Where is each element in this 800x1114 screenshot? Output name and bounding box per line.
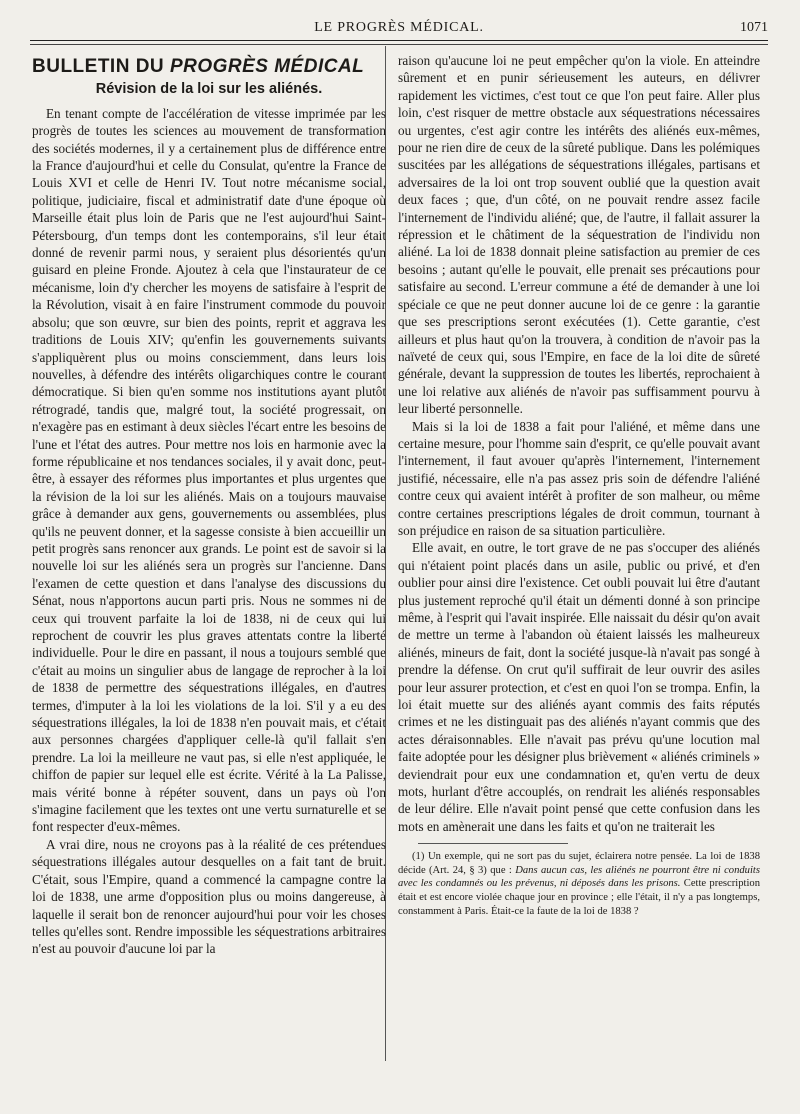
paragraph: Elle avait, en outre, le tort grave de ne pas s'occuper des aliénés qui n'étaient point placés dans un asile, public ou privé, et d'en oublier pour ainsi dire l'existence. Cet oubli pouvait lui être d'autant plus justement reproché qu'il était un démenti donné à son principe même, à l'esprit qui l'avait inspirée. Elle naissait du désir qu'on avait de mettre un terme à l'abandon où étaient laissés les malheureux aliénés, mineurs de fait, dont la société jusque-là n'avait pas songé à prendre la défense. On crut qu'il suffirait de leur ouvrir des asiles pour leur assurer protection, et c'est en quoi l'on se trompa. Enfin, la loi était muette sur des aliénés ayant commis des faits réputés crimes et ne les distinguait pas des aliénés n'ayant commis que des actes déraisonnables. Elle n'avait pas prévu qu'une locution mal faite adoptée pour les désigner plus brièvement « aliénés criminels » deviendrait pour eux une condamnation et, qu'en vertu de deux mots, hurlant d'être accouplés, on rendrait les aliénés responsables de leur délire. Elle n'avait point pensé que cette confusion dans les mots en amènerait une dans les faits et qu'on ne traiterait les [398, 540, 760, 834]
right-column [398, 52, 760, 918]
running-title: LE PROGRÈS MÉDICAL. [314, 20, 484, 35]
footnote-text-end: Cette prescription était et est encore violée chaque jour en province ; elle l'était, il n'y a pas longtemps, constamment à Paris. Était-ce la faute de la loi de 1838 ? [398, 878, 760, 917]
header-rule [30, 40, 768, 41]
paragraph: raison qu'aucune loi ne peut empêcher qu'on la viole. En atteindre sûrement et en punir sérieusement les auteurs, en délivrer rapidement les victimes, c'est tout ce que l'on peut faire. Aller plus loin, c'est risquer de mettre obstacle aux séquestrations nécessaires ou urgentes, c'est agir contre les intérêts des aliénés eux-mêmes, pour ne rien dire de ceux de la sûreté publique. Dans les polémiques suscitées par les allégations de séquestrations illégales, partisans et adversaires de la loi ont trop souvent oublié que la question avait deux faces ; que, d'un côté, on ne pouvait rendre assez facile l'internement de l'individu aliéné; que, de l'autre, il fallait assurer la répression et le châtiment de la séquestration de l'individu non aliéné. La loi de 1838 donnait pleine satisfaction au premier de ces besoins ; autant qu'elle le pouvait, elle prenait ses précautions pour satisfaire au second. L'erreur commune a été de demander à une loi spéciale ce que ne peut donner aucune loi de ce genre : la garantie que ses prescriptions seront exécutées (1). Cette garantie, c'est ailleurs et plus haut qu'on la trouvera, à condition de n'avoir pas la naïveté de ceux qui, sous l'Empire, en face de la loi dite de sûreté générale, devant la suppression de toutes les libertés, reprochaient à une loi relative aux aliénés de n'avoir pas suffisamment pourvu à leur liberté personnelle. [398, 53, 760, 417]
left-column [32, 52, 386, 958]
paragraph: Mais si la loi de 1838 a fait pour l'aliéné, et même dans une certaine mesure, pour l'homme sain d'esprit, ce qu'elle pouvait avant l'internement, il faut avouer qu'après l'internement, l'internement justifié, nécessaire, elle n'a pas assez pris soin de défendre l'aliéné contre ceux qui avaient intérêt à profiter de son malheur, ou même contre certaines prescriptions légales de droit commun, tournant à son préjudice en raison de sa situation particulière. [398, 418, 760, 538]
page-number: 1071 [740, 20, 768, 35]
paragraph: A vrai dire, nous ne croyons pas à la réalité de ces prétendues séquestrations illégales autour desquelles on a fait tant de bruit. C'était, sous l'Empire, quand a commencé la campagne contre la loi de 1838, une arme d'opposition plus ou moins dangereuse, à laquelle il serait bon de renoncer aujourd'hui pour voir les choses telles qu'elles sont. Rendre impossible les séquestrations arbitraires n'est au pouvoir d'aucune loi par la [32, 836, 386, 957]
bulletin-title [32, 58, 386, 75]
section-title: Révision de la loi sur les aliénés. [95, 81, 323, 98]
header-rule-secondary [30, 44, 768, 45]
page-header [30, 18, 768, 40]
bulletin-journal: PROGRÈS MÉDICAL [169, 56, 365, 77]
footnote-text: (1) Un exemple, qui ne sort pas du sujet, éclairera notre pensée. La loi de 1838 décide (Art. 24, § 3) que : [398, 851, 760, 876]
footnote [398, 850, 760, 918]
footnote-quote: Dans aucun cas, les aliénés ne pourront être ni conduits avec les condamnés ou les prévenus, ni déposés dans les prisons. [398, 864, 760, 890]
footnote-rule [418, 843, 568, 844]
paragraph: En tenant compte de l'accélération de vitesse imprimée par les progrès de toutes les sciences au mouvement de transformation des sociétés modernes, il y a certainement plus de différence entre la France d'aujourd'hui et celle du Consulat, qu'entre la France de Louis XVI et celle de Henri IV. Tout notre mécanisme social, politique, judiciaire, fiscal et administratif date d'une époque où Marseille était plus loin de Paris que ne l'est aujourd'hui Saint-Pétersbourg, d'un temps dont les contemporains, s'il leur était donné de revenir parmi nous, y seraient plus désorientés qu'un guisard en pleine Fronde. Ajoutez à cela que l'instaurateur de ce mécanisme, loin d'y chercher les moyens de satisfaire à l'esprit de la Révolution, visait à en faire l'instrument commode du pouvoir absolu; que son œuvre, sur bien des points, reprit et aggrava les traditions de Louis XIV; qu'enfin les gouvernements suivants s'appliquèrent plus ou moins consciemment, dans leurs lois nouvelles, à défendre des intérêts oligarchiques contre le courant démocratique. Si bien qu'en somme nos institutions ayant plutôt rétrogradé, tandis que, malgré tout, la société progressait, on n'exagère pas en estimant à deux siècles l'écart entre les besoins de l'une et l'état des autres. Pour mettre nos lois en harmonie avec la forme républicaine et nos tendances sociales, il y avait donc, peut-être, à essayer des réformes plus importantes et plus urgentes que la révision de la loi sur les aliénés. Mais on a toujours mauvaise grâce à demander aux gens, gouvernements ou assemblées, plus qu'ils ne peuvent donner, et la sagesse consiste à bien accueillir un petit progrès sans renoncer aux grands. Le point est de savoir si la nouvelle loi sur les aliénés sera un progrès sur l'ancienne. Dans l'examen de cette question et dans l'analyse des discussions du Sénat, nous n'apportons aucun parti pris. Nous ne sommes ni de ceux qui trouvent parfaite la loi de 1838, ni de ceux qui lui reprochent de couvrir les plus graves attentats contre la liberté individuelle. Pour le dire en passant, il nous a toujours semblé que c'était au moins un singulier abus de langage de reprocher à la loi de 1838 de permettre des séquestrations illégales, en d'autres termes, d'imputer à la loi les violations de la loi. S'il y a eu des séquestrations illégales, la loi de 1838 n'en pouvait mais, et c'était aux personnes chargées d'appliquer celle-là qu'il fallait s'en prendre. La loi la meilleure ne vaut pas, si elle n'est appliquée, le chiffon de papier sur lequel elle est écrite. Vérité à la La Palisse, mais vérité bonne à répéter souvent, dans un pays où l'on s'imagine facilement que les textes ont une vertu surnaturelle et se font respecter d'eux-mêmes. [32, 105, 386, 835]
bulletin-prefix: BULLETIN DU [32, 56, 170, 77]
